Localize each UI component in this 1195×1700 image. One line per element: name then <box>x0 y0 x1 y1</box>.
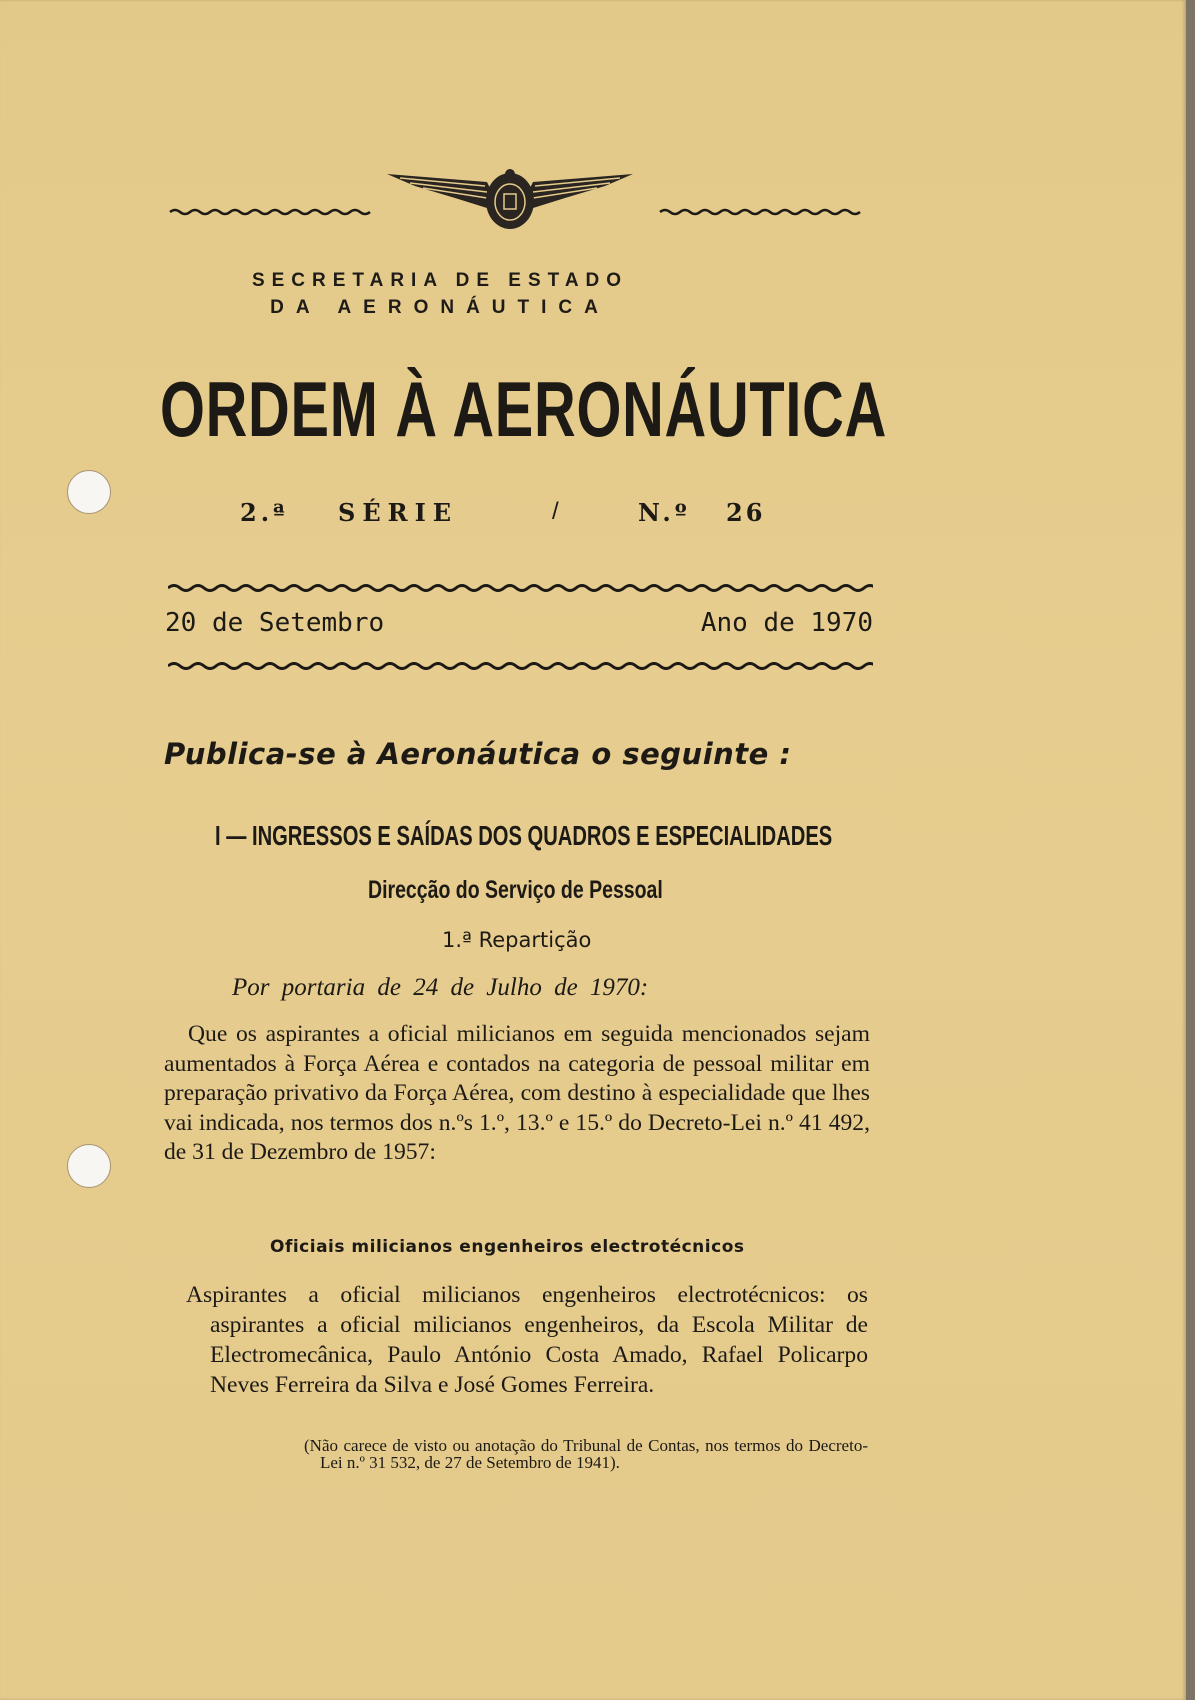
section-title: I — INGRESSOS E SAÍDAS DOS QUADROS E ESPECIALIDADES <box>215 820 833 851</box>
intro-heading: Publica-se à Aeronáutica o seguinte : <box>164 737 792 771</box>
series-word: SÉRIE <box>338 498 459 527</box>
series-number-row <box>240 498 810 538</box>
appointment-paragraph: Aspirantes a oficial milicianos engenheiros electrotécnicos: os aspirantes a oficial milicianos engenheiros, da Escola Militar de Electromecânica, Paulo António Costa Amado, Rafael Policarpo Neves Ferreira da Silva e José Gomes Ferreira. <box>186 1282 868 1398</box>
issue-date: 20 de Setembro <box>165 608 385 638</box>
series-label: 2.ª <box>240 498 289 527</box>
publication-title: ORDEM À AERONÁUTICA <box>160 365 887 453</box>
issue-number: 26 <box>726 498 766 527</box>
air-force-wings-emblem-icon <box>165 168 870 240</box>
issue-year: Ano de 1970 <box>700 608 873 638</box>
portaria-heading: Por portaria de 24 de Julho de 1970: <box>232 974 649 1001</box>
body-paragraph: Que os aspirantes a oficial milicianos em seguida mencionados sejam aumentados à Força Aérea e contados na categoria de pessoal militar em preparação privativo da Força Aérea, com destino à especialidade que lhes vai indicada, nos termos dos n.ºs 1.º, 13.º e 15.º do Decreto-Lei n.º 41 492, de 31 de Dezembro de 1957: <box>164 1021 870 1165</box>
department-name-line1: SECRETARIA DE ESTADO <box>251 270 629 291</box>
series-separator: / <box>552 498 559 525</box>
subsection-heading: Oficiais milicianos engenheiros electrotécnicos <box>270 1237 745 1257</box>
repartition-heading: 1.ª Repartição <box>442 928 592 952</box>
ornamental-divider-bottom <box>168 661 873 671</box>
punch-hole-top <box>67 470 111 514</box>
directorate-heading: Direcção do Serviço de Pessoal <box>368 876 663 904</box>
number-label: N.º <box>638 498 691 527</box>
footnote: (Não carece de visto ou anotação do Tribunal de Contas, nos termos do Decreto-Lei n.º 31 532, de 27 de Setembro de 1941). <box>304 1436 868 1472</box>
punch-hole-bottom <box>67 1144 111 1188</box>
department-name-line2: DA AERONÁUTICA <box>270 297 610 318</box>
ornamental-divider-top <box>168 583 873 593</box>
